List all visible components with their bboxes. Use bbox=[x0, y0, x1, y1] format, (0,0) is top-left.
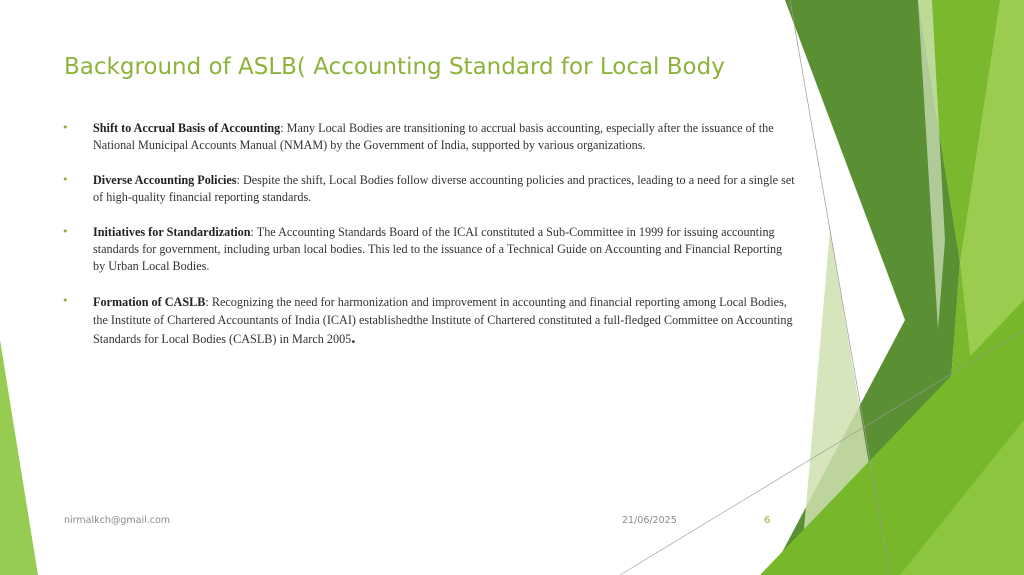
bullet-item bbox=[62, 120, 797, 154]
bullet-marker: • bbox=[62, 173, 69, 186]
footer-email: nirmalkch@gmail.com bbox=[64, 515, 171, 526]
bullet-end-period: . bbox=[351, 328, 356, 347]
bullet-marker: • bbox=[62, 225, 69, 238]
bullet-marker: • bbox=[62, 294, 69, 307]
bullet-heading: Diverse Accounting Policies bbox=[93, 173, 237, 187]
bullet-list bbox=[62, 120, 797, 366]
bullet-item bbox=[62, 172, 797, 206]
bullet-heading: Formation of CASLB bbox=[93, 295, 206, 309]
slide-number: 6 bbox=[764, 515, 771, 526]
left-green-sliver bbox=[0, 340, 38, 575]
bullet-heading: Initiatives for Standardization bbox=[93, 225, 251, 239]
bullet-marker: • bbox=[62, 121, 69, 134]
bullet-text: : Many Local Bodies are transitioning to accrual basis accounting, especially after the issuance of the National Municipal Accounts Manual (NMAM) by the Government of India, supported by various organizations. bbox=[93, 121, 774, 152]
bullet-text: : Despite the shift, Local Bodies follow diverse accounting policies and practices, leading to a need for a single set of high-quality financial reporting standards. bbox=[93, 173, 795, 204]
bullet-text: : Recognizing the need for harmonization and improvement in accounting and financial reporting among Local Bodies, the Institute of Chartered Accountants of India (ICAI) establishedthe Institute of Chartered constituted a full-fledged Committee on Accounting Standards for Local Bodies (CASLB) in March 2005 bbox=[93, 295, 793, 346]
slide-title: Background of ASLB( Accounting Standard for Local Body bbox=[64, 54, 725, 80]
bullet-text: : The Accounting Standards Board of the ICAI constituted a Sub-Committee in 1999 for issuing accounting standards for government, including urban local bodies. This led to the issuance of a Technical Guide on Accounting and Financial Reporting by Urban Local Bodies. bbox=[93, 225, 783, 273]
bullet-heading: Shift to Accrual Basis of Accounting bbox=[93, 121, 281, 135]
bullet-item bbox=[62, 293, 797, 348]
bullet-item bbox=[62, 224, 797, 275]
footer-date: 21/06/2025 bbox=[622, 515, 677, 526]
